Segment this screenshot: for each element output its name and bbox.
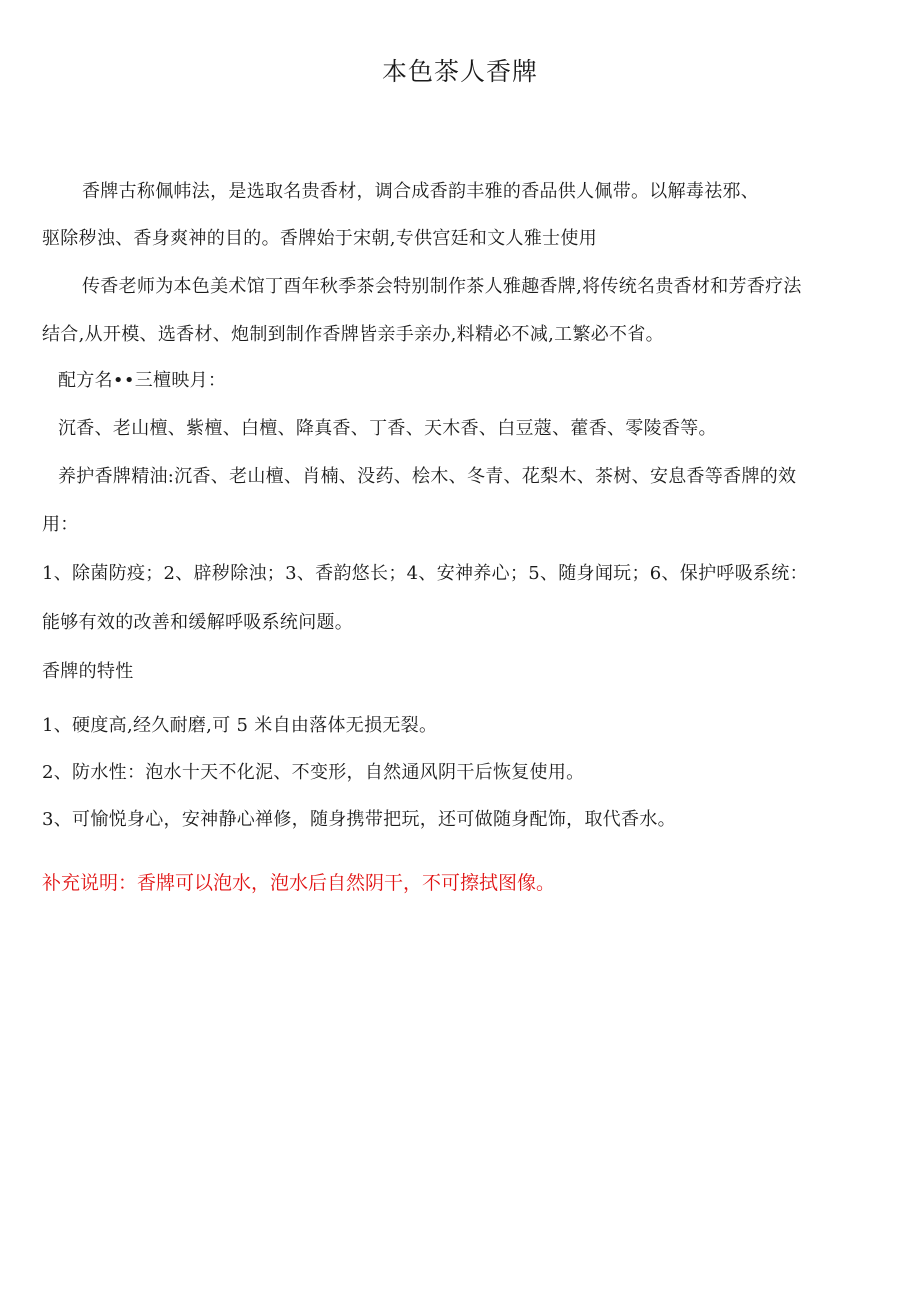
- teacher-line-1: 传香老师为本色美术馆丁酉年秋季茶会特别制作茶人雅趣香牌,将传统名贵香材和芳香疗法: [82, 276, 802, 297]
- teacher-line-2: 结合,从开模、选香材、炮制到制作香牌皆亲手亲办,料精必不减,工繁必不省。: [42, 324, 664, 345]
- feature-item-1: 1、硬度高,经久耐磨,可 5 米自由落体无损无裂。: [42, 715, 438, 736]
- oil-line-1: 养护香牌精油:沉香、老山檀、肖楠、没药、桧木、冬青、花梨木、茶树、安息香等香牌的效: [58, 466, 797, 487]
- effects-line-1: 1、除菌防疫；2、辟秽除浊；3、香韵悠长；4、安神养心；5、随身闻玩；6、保护呼吸系统：: [42, 563, 808, 584]
- feature-item-3: 3、可愉悦身心，安神静心禅修，随身携带把玩，还可做随身配饰，取代香水。: [42, 809, 676, 830]
- ingredients-list: 沉香、老山檀、紫檀、白檀、降真香、丁香、天木香、白豆蔻、藿香、零陵香等。: [58, 418, 717, 439]
- oil-line-2: 用：: [42, 514, 79, 535]
- intro-line-2: 驱除秽浊、香身爽神的目的。香牌始于宋朝,专供宫廷和文人雅士使用: [42, 228, 598, 249]
- feature-item-2: 2、防水性：泡水十天不化泥、不变形，自然通风阴干后恢复使用。: [42, 762, 585, 783]
- supplementary-note: 补充说明：香牌可以泡水，泡水后自然阴干，不可擦拭图像。: [42, 872, 556, 894]
- effects-line-2: 能够有效的改善和缓解呼吸系统问题。: [42, 612, 354, 633]
- features-heading: 香牌的特性: [42, 661, 134, 682]
- document-title: 本色茶人香牌: [381, 57, 538, 86]
- intro-line-1: 香牌古称佩帏法，是选取名贵香材，调合成香韵丰雅的香品供人佩带。以解毒祛邪、: [82, 181, 760, 202]
- formula-name: 配方名••三檀映月：: [58, 370, 227, 391]
